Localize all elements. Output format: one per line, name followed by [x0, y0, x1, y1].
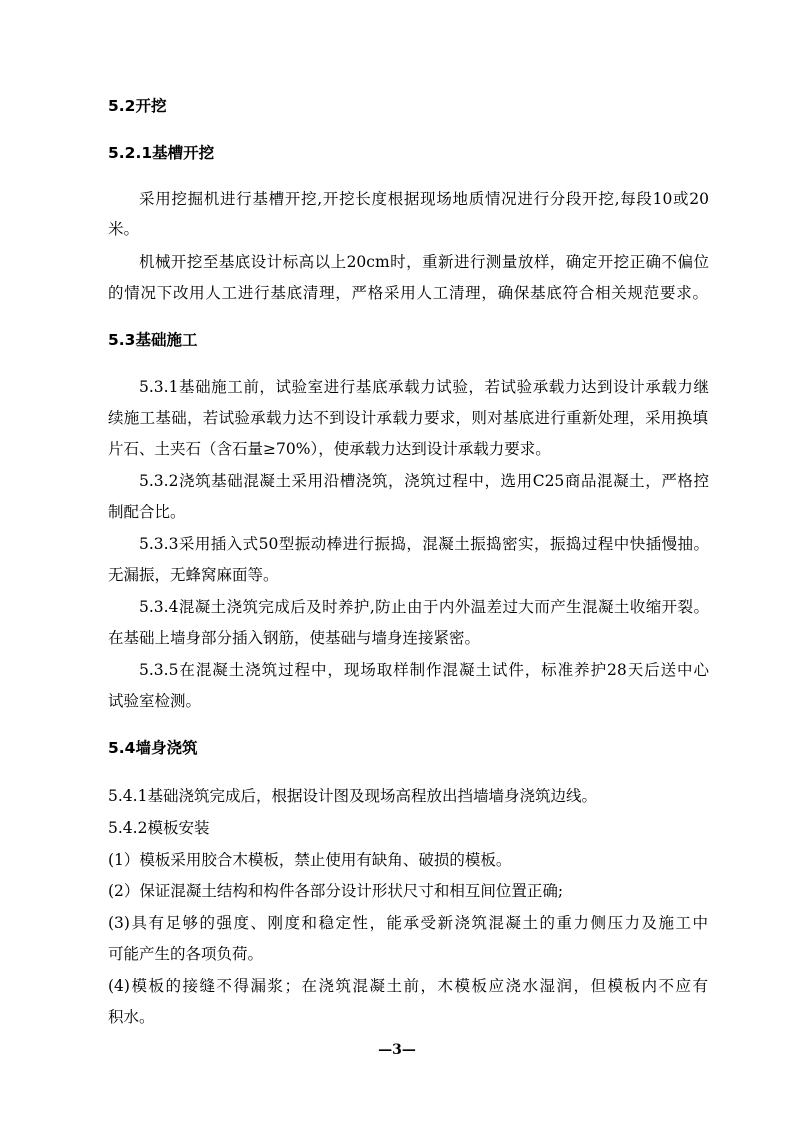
list-item-3-line1: (3)具有足够的强度、刚度和稳定性，能承受新浇筑混凝土的重力侧压力及施工中: [108, 914, 708, 932]
paragraph-5-3-1-line3: 片石、土夹石（含石量≥70%），使承载力达到设计承载力要求。: [108, 440, 551, 458]
paragraph-5-3-1-line1: 5.3.1基础施工前，试验室进行基底承载力试验，若试验承载力达到设计承载力继: [139, 378, 709, 396]
heading-5-4: 5.4墙身浇筑: [108, 739, 198, 757]
paragraph-5-3-3-line1: 5.3.3采用插入式50型振动棒进行振捣，混凝土振捣密实，振捣过程中快插慢抽。: [139, 535, 709, 553]
list-item-4-line1: (4)模板的接缝不得漏浆；在浇筑混凝土前，木模板应浇水湿润，但模板内不应有: [108, 977, 708, 995]
list-item-1: (1）模板采用胶合木模板，禁止使用有缺角、破损的模板。: [108, 851, 512, 869]
paragraph-5-3-3-line2: 无漏振，无蜂窝麻面等。: [108, 566, 279, 584]
list-item-3-line2: 可能产生的各项负荷。: [108, 945, 264, 963]
list-item-4-line2: 积水。: [108, 1008, 155, 1026]
paragraph-5-4-1: 5.4.1基础浇筑完成后，根据设计图及现场高程放出挡墙墙身浇筑边线。: [108, 787, 597, 805]
paragraph-5-2-1-b-line1: 机械开挖至基底设计标高以上20cm时，重新进行测量放样，确定开挖正确不偏位: [139, 253, 709, 271]
paragraph-5-2-1-a-line1: 采用挖掘机进行基槽开挖,开挖长度根据现场地质情况进行分段开挖,每段10或20: [139, 190, 709, 208]
paragraph-5-4-2: 5.4.2模板安装: [108, 819, 210, 837]
paragraph-5-3-4-line2: 在基础上墙身部分插入钢筋，使基础与墙身连接紧密。: [108, 629, 481, 647]
paragraph-5-3-4-line1: 5.3.4混凝土浇筑完成后及时养护,防止由于内外温差过大而产生混凝土收缩开裂。: [139, 598, 709, 616]
paragraph-5-3-2-line1: 5.3.2浇筑基础混凝土采用沿槽浇筑，浇筑过程中，选用C25商品混凝土，严格控: [139, 472, 709, 490]
heading-5-2-1: 5.2.1基槽开挖: [108, 144, 215, 162]
page-number: —3—: [378, 1042, 416, 1058]
heading-5-2: 5.2开挖: [108, 97, 167, 115]
paragraph-5-3-5-line1: 5.3.5在混凝土浇筑过程中，现场取样制作混凝土试件，标准养护28天后送中心: [139, 661, 709, 679]
heading-5-3: 5.3基础施工: [108, 331, 198, 349]
paragraph-5-2-1-a-line2: 米。: [108, 220, 140, 238]
paragraph-5-3-1-line2: 续施工基础，若试验承载力达不到设计承载力要求，则对基底进行重新处理，采用换填: [108, 409, 708, 427]
paragraph-5-2-1-b-line2: 的情况下改用人工进行基底清理，严格采用人工清理，确保基底符合相关规范要求。: [108, 284, 708, 302]
paragraph-5-3-2-line2: 制配合比。: [108, 503, 186, 521]
paragraph-5-3-5-line2: 试验室检测。: [108, 692, 202, 710]
list-item-2: (2）保证混凝土结构和构件各部分设计形状尺寸和相互间位置正确;: [108, 882, 564, 900]
